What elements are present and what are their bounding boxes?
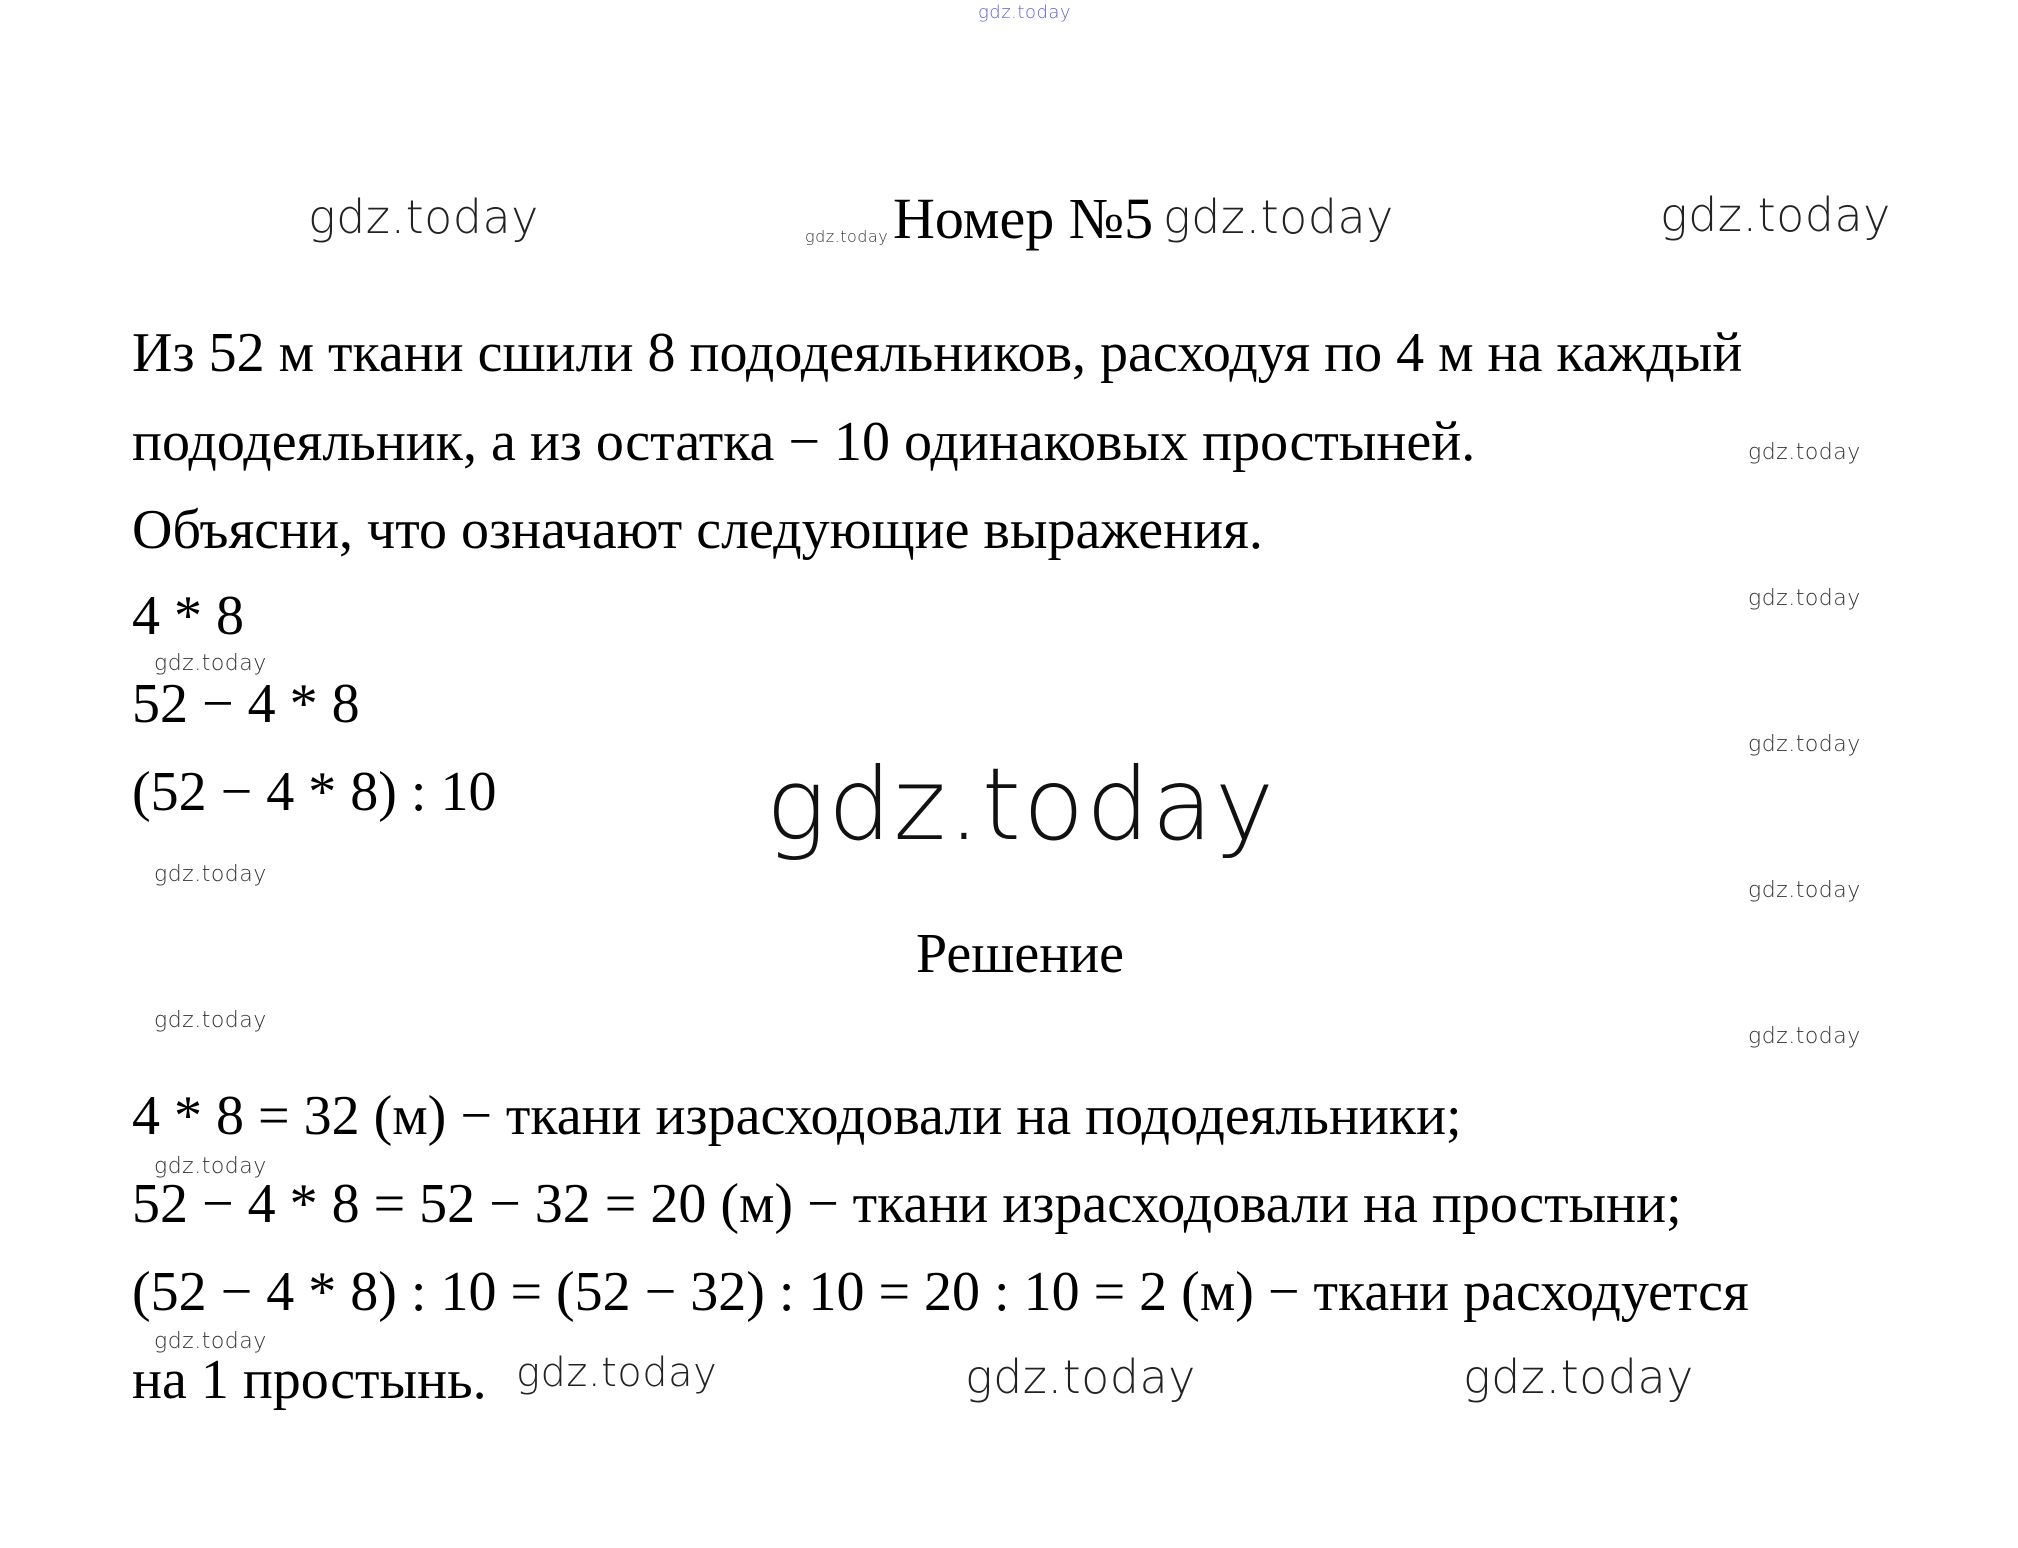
watermark-left-5: gdz.today — [154, 1329, 267, 1354]
watermark-right-5: gdz.today — [1748, 1024, 1861, 1049]
watermark-title-left: gdz.today — [308, 190, 539, 244]
watermark-title-small: gdz.today — [805, 227, 889, 246]
watermark-left-1: gdz.today — [154, 651, 267, 676]
expression-1: 4 * 8 — [132, 585, 244, 647]
watermark-right-1: gdz.today — [1748, 440, 1861, 465]
watermark-bottom-1: gdz.today — [516, 1350, 718, 1396]
solution-line-4: на 1 простынь. — [132, 1349, 487, 1411]
solution-line-3: (52 − 4 * 8) : 10 = (52 − 32) : 10 = 20 : 10 = 2 (м) − ткани расходуется — [132, 1261, 1749, 1323]
expression-3: (52 − 4 * 8) : 10 — [132, 761, 497, 823]
problem-line-1: Из 52 м ткани сшили 8 пододеяльников, расходуя по 4 м на каждый — [132, 322, 1743, 384]
problem-line-2: пододеяльник, а из остатка − 10 одинаковых простыней. — [132, 411, 1476, 473]
solution-line-1: 4 * 8 = 32 (м) − ткани израсходовали на пододеяльники; — [132, 1085, 1462, 1147]
watermark-left-2: gdz.today — [154, 862, 267, 887]
watermark-center-large: gdz.today — [766, 746, 1277, 863]
watermark-right-2: gdz.today — [1748, 586, 1861, 611]
watermark-title-right: gdz.today — [1163, 190, 1394, 244]
watermark-left-3: gdz.today — [154, 1008, 267, 1033]
watermark-bottom-2: gdz.today — [965, 1350, 1196, 1404]
solution-line-2: 52 − 4 * 8 = 52 − 32 = 20 (м) − ткани израсходовали на простыни; — [132, 1173, 1682, 1235]
watermark-left-4: gdz.today — [154, 1154, 267, 1179]
problem-line-3: Объясни, что означают следующие выражения. — [132, 499, 1263, 561]
watermark-title-far-right: gdz.today — [1660, 188, 1891, 242]
watermark-top: gdz.today — [978, 2, 1072, 23]
watermark-bottom-3: gdz.today — [1463, 1350, 1694, 1404]
expression-2: 52 − 4 * 8 — [132, 673, 360, 735]
watermark-right-4: gdz.today — [1748, 878, 1861, 903]
watermark-right-3: gdz.today — [1748, 732, 1861, 757]
page-title: Номер №5 — [893, 186, 1154, 251]
solution-heading: Решение — [916, 923, 1125, 985]
